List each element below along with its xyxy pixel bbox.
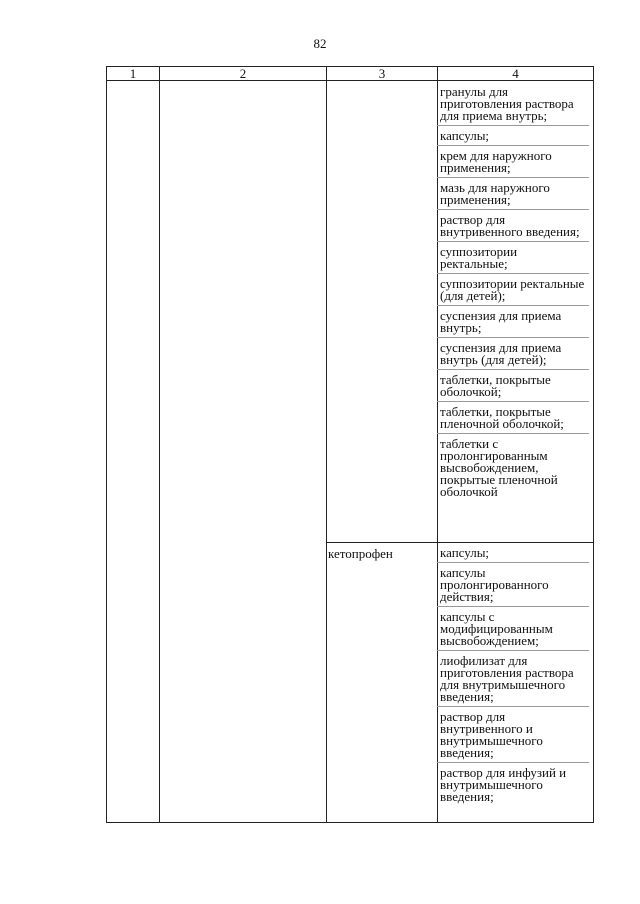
dosage-form-entry: таблетки с пролонгированным высвобождением, покрытые пленочной оболочкой — [440, 436, 558, 499]
dosage-form-entry: суспензия для приема внутрь; — [437, 306, 589, 338]
dosage-form-entry: раствор для инфузий и внутримышечного введения; — [440, 765, 567, 804]
dosage-form-entry: таблетки, покрытые пленочной оболочкой; — [437, 402, 589, 434]
dosage-form-entry: лиофилизат для приготовления раствора для внутримышечного введения; — [437, 651, 589, 707]
dosage-form-entry: раствор для внутривенного введения; — [437, 210, 589, 242]
column-divider — [159, 80, 160, 822]
dosage-forms-list-1 — [437, 82, 589, 501]
dosage-form-entry: капсулы; — [437, 543, 589, 563]
header-col-2: 2 — [160, 67, 327, 80]
header-col-1: 1 — [107, 67, 160, 80]
dosage-form-entry: капсулы; — [437, 126, 589, 146]
dosage-form-entry: раствор для внутривенного и внутримышечного введения; — [437, 707, 589, 763]
dosage-form-entry: крем для наружного применения; — [437, 146, 589, 178]
header-col-3: 3 — [327, 67, 438, 80]
column-divider — [326, 80, 327, 822]
header-divider — [107, 80, 593, 81]
dosage-form-entry: капсулы пролонгированного действия; — [437, 563, 589, 607]
dosage-form-entry: гранулы для приготовления раствора для приема внутрь; — [437, 82, 589, 126]
drug-name-ketoprofen: кетопрофен — [328, 546, 393, 561]
drug-table — [106, 66, 594, 823]
dosage-form-entry: мазь для наружного применения; — [437, 178, 589, 210]
dosage-form-entry: капсулы с модифицированным высвобождением; — [437, 607, 589, 651]
dosage-form-entry: суппозитории ректальные; — [437, 242, 589, 274]
dosage-form-entry: таблетки, покрытые оболочкой; — [437, 370, 589, 402]
header-col-4: 4 — [512, 66, 519, 81]
dosage-form-entry: суспензия для приема внутрь (для детей); — [437, 338, 589, 370]
dosage-form-entry: суппозитории ректальные (для детей); — [437, 274, 589, 306]
dosage-forms-list-2 — [437, 543, 589, 806]
page-number: 82 — [313, 36, 327, 51]
